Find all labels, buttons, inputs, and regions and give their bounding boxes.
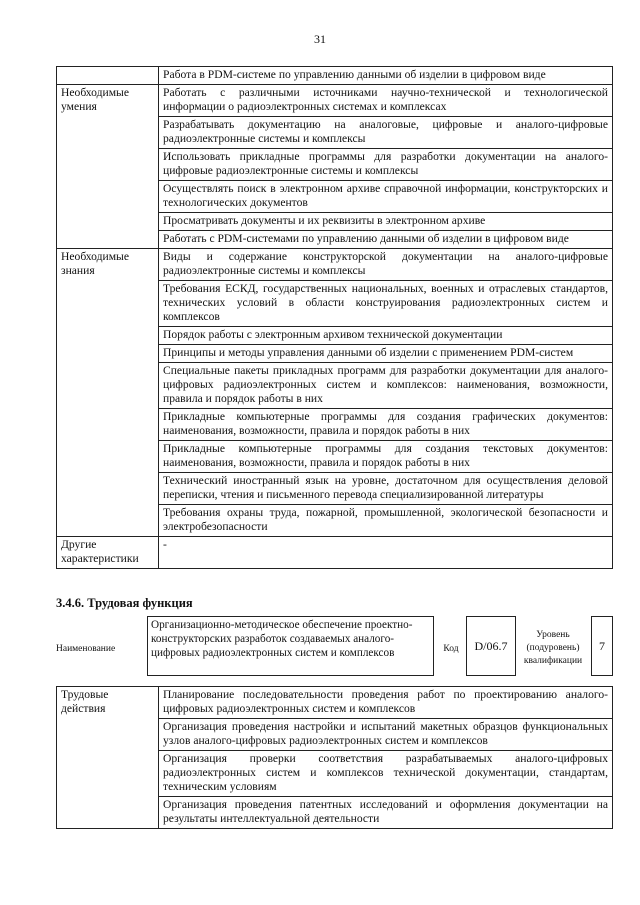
table-cell: Разрабатывать документацию на аналоговые, цифровые и аналого-цифровые радиоэлектронные системы и комплексы (159, 117, 613, 149)
table-cell: Организация проверки соответствия разрабатываемых аналого-цифровых радиоэлектронных систем и комплексов технической документации, стандартам, техническим условиям (159, 751, 613, 797)
table-row (57, 85, 613, 117)
table-cell: Осуществлять поиск в электронном архиве справочной информации, конструкторских и технологических документов (159, 181, 613, 213)
row-label-empty (57, 67, 159, 85)
table-row (57, 249, 613, 281)
function-name-value: Организационно-методическое обеспечение проектно-конструкторских разработок создаваемых аналого-цифровых радиоэлектронных систем и комплексов (147, 616, 434, 676)
code-label: Код (443, 644, 459, 654)
table-cell: Работать с различными источниками научно-технической и технологической информации о радиоэлектронных системах и комплексах (159, 85, 613, 117)
labor-actions-table (56, 686, 613, 829)
table-cell: Требования ЕСКД, государственных национальных, военных и отраслевых стандартов, технических условий в области конструирования радиоэлектронных систем и комплексов (159, 281, 613, 327)
table-cell: Планирование последовательности проведения работ по проектированию аналого-цифровых радиоэлектронных систем и комплексов (159, 687, 613, 719)
table-cell: Технический иностранный язык на уровне, достаточном для осуществления деловой переписки, чтения и письменного перевода специализированной литературы (159, 473, 613, 505)
table-cell: Организация проведения настройки и испытаний макетных образцов функциональных узлов аналого-цифровых радиоэлектронных систем и комплексов (159, 719, 613, 751)
requirements-table (56, 66, 613, 569)
table-cell: Организация проведения патентных исследований и оформления документации на результаты интеллектуальной деятельности (159, 797, 613, 829)
table-cell: Прикладные компьютерные программы для создания текстовых документов: наименования, возможности, правила и порядок работы в них (159, 441, 613, 473)
section-heading: 3.4.6. Трудовая функция (56, 596, 193, 610)
function-code-value: D/06.7 (466, 616, 516, 676)
level-value: 7 (591, 616, 613, 676)
page-number: 31 (314, 32, 326, 46)
table-cell: Использовать прикладные программы для разработки документации на аналого-цифровые радиоэлектронные системы и комплексы (159, 149, 613, 181)
row-label-skills: Необходимые умения (57, 85, 159, 249)
table-row (57, 67, 613, 85)
table-cell: Прикладные компьютерные программы для создания графических документов: наименования, возможности, правила и порядок работы в них (159, 409, 613, 441)
table-cell: Работа в PDM-системе по управлению данными об изделии в цифровом виде (159, 67, 613, 85)
level-label: Уровень (подуровень) квалификации (523, 630, 583, 666)
name-label: Наименование (56, 644, 116, 654)
table-cell: Виды и содержание конструкторской документации на аналого-цифровые радиоэлектронные системы и комплексы (159, 249, 613, 281)
table-cell: Порядок работы с электронным архивом технической документации (159, 327, 613, 345)
table-cell: - (159, 537, 613, 569)
table-cell: Принципы и методы управления данными об изделии с применением PDM-систем (159, 345, 613, 363)
table-cell: Просматривать документы и их реквизиты в электронном архиве (159, 213, 613, 231)
row-label-knowledge: Необходимые знания (57, 249, 159, 537)
table-cell: Требования охраны труда, пожарной, промышленной, экологической безопасности и электробезопасности (159, 505, 613, 537)
row-label-other: Другие характеристики (57, 537, 159, 569)
table-cell: Специальные пакеты прикладных программ для разработки документации для аналого-цифровых радиоэлектронных систем и комплексов: наименования, возможности, правила и порядок работы в них (159, 363, 613, 409)
table-cell: Работать с PDM-системами по управлению данными об изделии в цифровом виде (159, 231, 613, 249)
table-row (57, 537, 613, 569)
table-row (57, 687, 613, 719)
row-label-actions: Трудовые действия (57, 687, 159, 829)
